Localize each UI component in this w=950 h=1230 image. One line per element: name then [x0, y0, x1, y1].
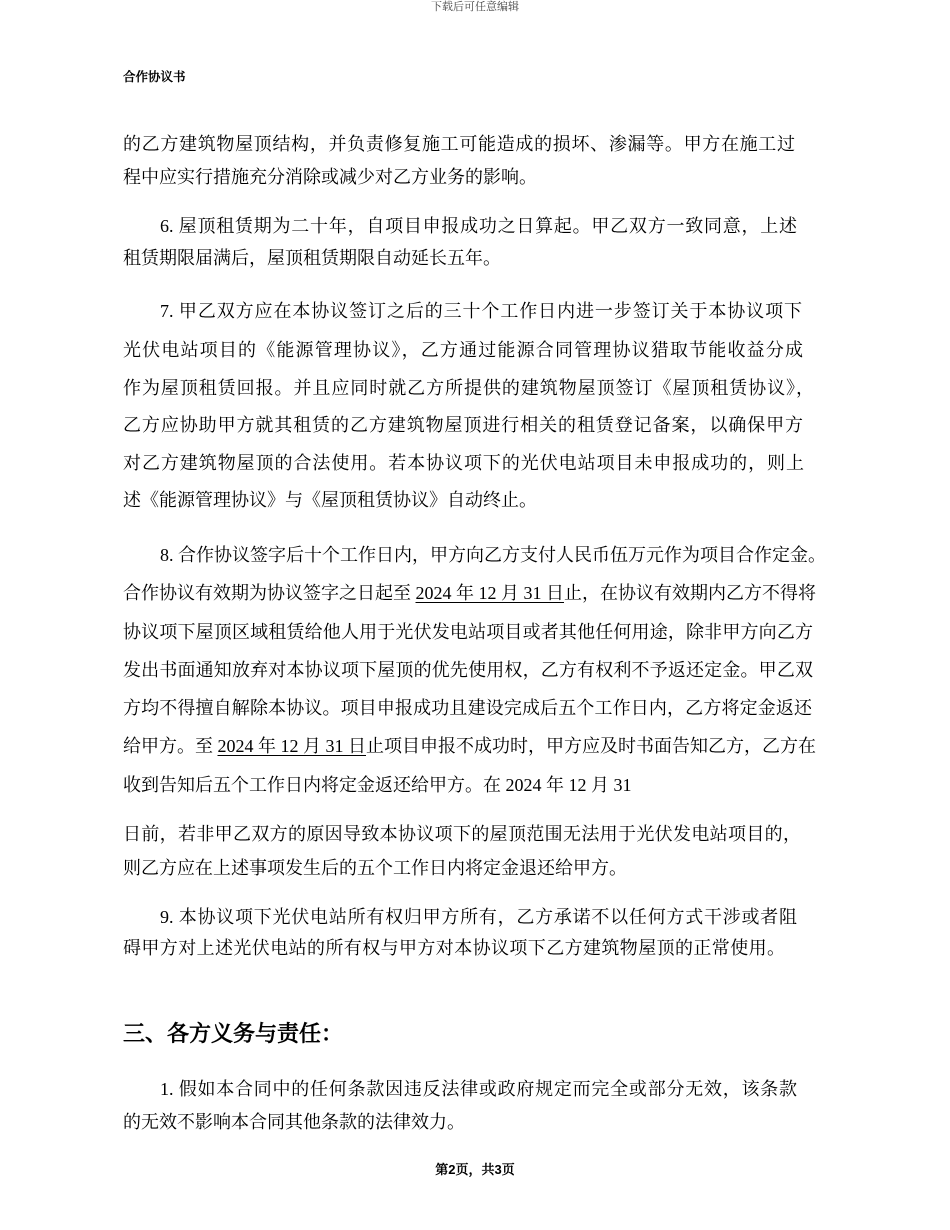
clause-6-line: 租赁期限届满后，屋顶租赁期限自动延长五年。: [123, 248, 501, 268]
clause-8-line: 8. 合作协议签字后十个工作日内，甲方向乙方支付人民币伍万元作为项目合作定金。: [160, 545, 826, 565]
clause-8-text: 合作协议有效期为协议签字之日起至: [123, 583, 416, 603]
clause-8-line: 日前，若非甲乙双方的原因导致本协议项下的屋顶范围无法用于光伏发电站项目的，: [123, 824, 801, 844]
clause-8-line: 发出书面通知放弃对本协议项下屋顶的优先使用权，乙方有权利不予返还定金。甲乙双: [123, 660, 813, 680]
clause-9-line: 9. 本协议项下光伏电站所有权归甲方所有，乙方承诺不以任何方式干涉或者阻: [160, 907, 797, 927]
clause-8-line: [123, 581, 816, 605]
clause-7-line: 述《能源管理协议》与《屋顶租赁协议》自动终止。: [123, 490, 537, 510]
clause-8-text: 给甲方。至: [123, 736, 218, 756]
continued-clause-line: 程中应实行措施充分消除或减少对乙方业务的影响。: [123, 167, 537, 187]
clause-7-line: 对乙方建筑物屋顶的合法使用。若本协议项下的光伏电站项目未申报成功的，则上: [123, 453, 804, 473]
clause-8-line: 则乙方应在上述事项发生后的五个工作日内将定金退还给甲方。: [123, 858, 627, 878]
clause-8-line: 方均不得擅自解除本协议。项目申报成功且建设完成后五个工作日内，乙方将定金返还: [123, 698, 812, 718]
clause-8-text: 止项目申报不成功时，甲方应及时书面告知乙方，乙方在: [366, 736, 816, 756]
clause-8-line: [123, 734, 816, 758]
section-3-clause-1-line: 的无效不影响本合同其他条款的法律效力。: [123, 1112, 465, 1132]
clause-7-line: 光伏电站项目的《能源管理协议》，乙方通过能源合同管理协议猎取节能收益分成: [123, 340, 803, 360]
deadline-date: 2024 年 12 月 31 日: [217, 736, 366, 756]
clause-8-text: 止，在协议有效期内乙方不得将: [564, 583, 816, 603]
clause-8-line: 协议项下屋顶区域租赁给他人用于光伏发电站项目或者其他任何用途，除非甲方向乙方: [123, 622, 813, 642]
section-heading: 三、各方义务与责任：: [123, 1021, 344, 1046]
clause-7-line: 作为屋顶租赁回报。并且应同时就乙方所提供的建筑物屋顶签订《屋顶租赁协议》，: [123, 378, 814, 398]
clause-7-line: 7. 甲乙双方应在本协议签订之后的三十个工作日内进一步签订关于本协议项下: [160, 301, 802, 321]
validity-date: 2024 年 12 月 31 日: [415, 583, 564, 603]
section-3-clause-1-line: 1. 假如本合同中的任何条款因违反法律或政府规定而完全或部分无效，该条款: [160, 1079, 797, 1099]
running-title: 合作协议书: [123, 70, 186, 84]
clause-9-line: 碍甲方对上述光伏电站的所有权与甲方对本协议项下乙方建筑物屋顶的正常使用。: [123, 938, 785, 958]
continued-clause-line: 的乙方建筑物屋顶结构，并负责修复施工可能造成的损坏、渗漏等。甲方在施工过: [123, 134, 795, 154]
clause-6-line: 6. 屋顶租赁期为二十年，自项目申报成功之日算起。甲乙双方一致同意，上述: [160, 216, 797, 236]
clause-8-line: 收到告知后五个工作日内将定金返还给甲方。在 2024 年 12 月 31: [123, 775, 632, 795]
header-note: 下载后可任意编辑: [431, 1, 519, 13]
page-number-footer: 第2页，共3页: [435, 1162, 515, 1177]
clause-7-line: 乙方应协助甲方就其租赁的乙方建筑物屋顶进行相关的租赁登记备案，以确保甲方: [123, 415, 803, 435]
